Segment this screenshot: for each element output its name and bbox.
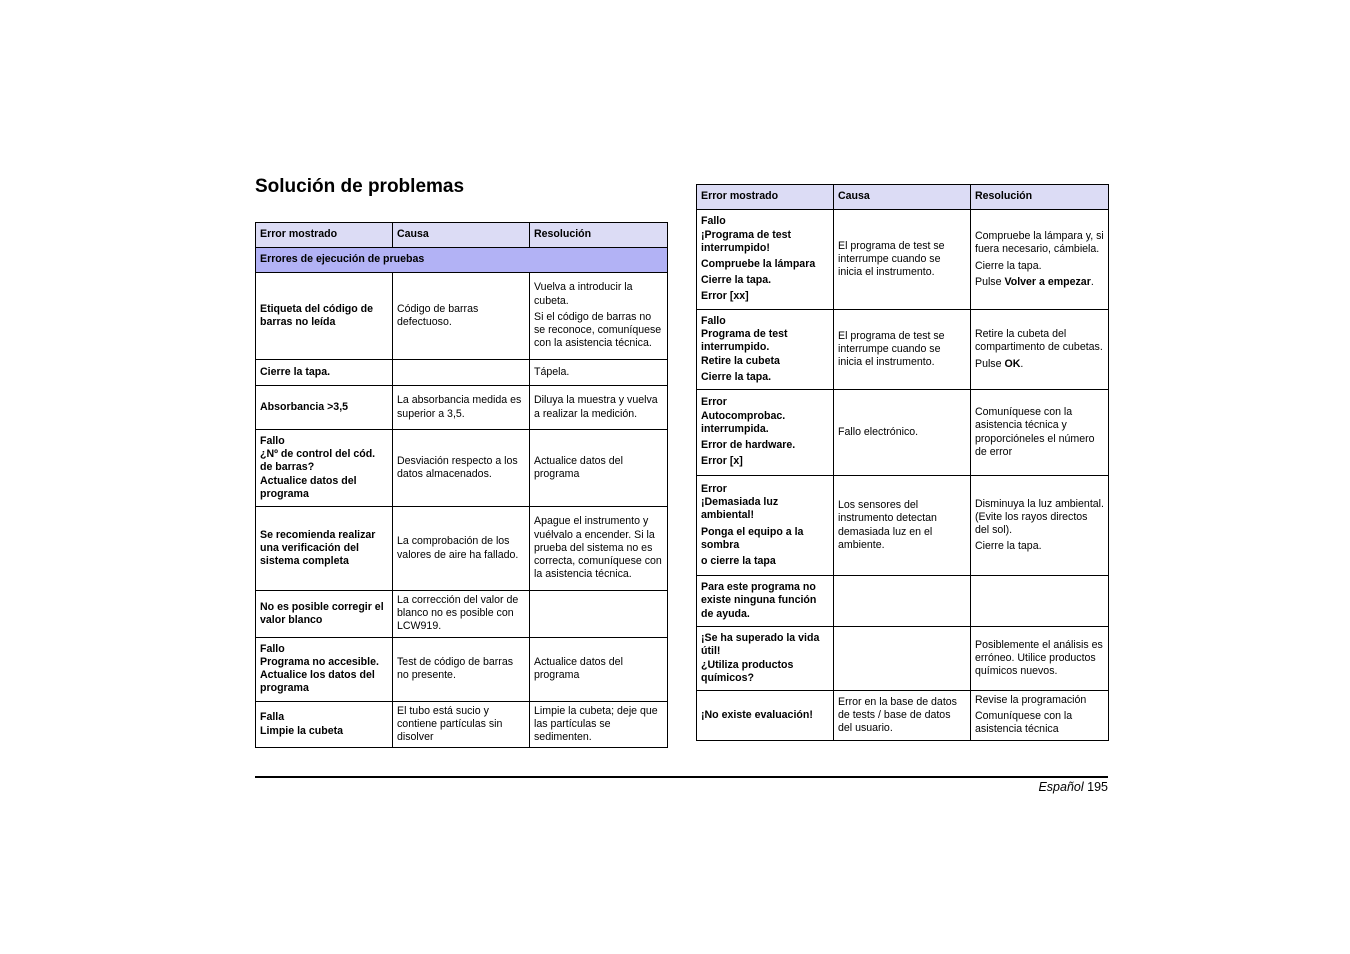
footer-language: Español: [1038, 780, 1084, 794]
page-footer: [1038, 780, 1108, 794]
right-troubleshooting-table: [696, 184, 1109, 741]
error-text: Cierre la tapa.: [701, 274, 772, 287]
cause-text: Desviación respecto a los datos almacenados.: [397, 454, 518, 480]
cause-text: Código de barras defectuoso.: [397, 302, 479, 328]
error-text: Fallo Programa de test interrumpido. Retire la cubeta: [701, 314, 788, 367]
cause-cell: [834, 627, 971, 691]
error-text: Compruebe la lámpara: [701, 258, 816, 270]
table-header-row: [697, 185, 1109, 210]
resolution-cell: [971, 627, 1109, 691]
error-cell: [256, 637, 393, 701]
error-cell: [697, 476, 834, 576]
resolution-text: Apague el instrumento y vuélvalo a encender. Si la prueba del sistema no es correcta, comuníquese con la asistencia técnica.: [534, 515, 662, 581]
section-title: Errores de ejecución de pruebas: [256, 248, 668, 273]
resolution-text: [975, 276, 1104, 289]
cause-text: Fallo electrónico.: [838, 425, 919, 438]
header-error: Error mostrado: [256, 223, 393, 248]
error-text: ¡No existe evaluación!: [701, 708, 813, 721]
error-text: Error ¡Demasiada luz ambiental!: [701, 482, 779, 522]
error-text: No es posible corregir el valor blanco: [260, 600, 384, 626]
cause-text: Test de código de barras no presente.: [397, 655, 514, 682]
error-cell: [697, 390, 834, 476]
error-text: Error de hardware.: [701, 439, 796, 452]
error-cell: [697, 627, 834, 691]
error-text: Absorbancia >3,5: [260, 400, 349, 413]
table-row: [256, 386, 668, 430]
error-cell: [256, 360, 393, 386]
table-row: [256, 430, 668, 507]
cause-cell: [834, 210, 971, 310]
cause-cell: [393, 386, 530, 430]
cause-text: La comprobación de los valores de aire ha fallado.: [397, 535, 519, 561]
cause-cell: [393, 430, 530, 507]
cause-text: La corrección del valor de blanco no es posible con LCW919.: [397, 594, 519, 633]
error-cell: [697, 310, 834, 390]
resolution-text: Diluya la muestra y vuelva a realizar la medición.: [534, 394, 658, 420]
resolution-text: Vuelva a introducir la cubeta.: [534, 281, 633, 307]
error-text: Error Autocomprobac. interrumpida.: [701, 396, 786, 435]
table-row: [256, 273, 668, 360]
resolution-cell: [530, 507, 668, 591]
table-row: [697, 210, 1109, 310]
error-cell: [256, 430, 393, 507]
resolution-text: Cierre la tapa.: [975, 259, 1042, 272]
resolution-cell: [971, 691, 1109, 741]
cause-text: Error en la base de datos de tests / base de datos del usuario.: [838, 695, 957, 734]
table-row: [256, 507, 668, 591]
header-cause: Causa: [834, 185, 971, 210]
resolution-cell: [530, 637, 668, 701]
resolution-text: Actualice datos del programa: [534, 655, 623, 682]
error-cell: [256, 507, 393, 591]
cause-cell: [393, 591, 530, 638]
error-cell: [256, 591, 393, 638]
cause-text: Los sensores del instrumento detectan demasiada luz en el ambiente.: [838, 499, 937, 551]
resolution-cell: [971, 476, 1109, 576]
resolution-cell: [530, 701, 668, 748]
resolution-cell: [971, 310, 1109, 390]
resolution-cell: [530, 273, 668, 360]
cause-cell: [834, 390, 971, 476]
table-row: [697, 476, 1109, 576]
error-text: Fallo ¿Nº de control del cód. de barras? Actualice datos del programa: [260, 434, 376, 500]
page-title: Solución de problemas: [255, 176, 465, 197]
error-cell: [697, 576, 834, 627]
table-row: [697, 627, 1109, 691]
cause-cell: [834, 476, 971, 576]
error-text: Cierre la tapa.: [701, 370, 772, 383]
error-cell: [697, 691, 834, 741]
section-row: [256, 248, 668, 273]
table-row: [697, 576, 1109, 627]
resolution-text: Si el código de barras no se reconoce, comuníquese con la asistencia técnica.: [534, 310, 662, 350]
resolution-cell: [530, 430, 668, 507]
error-text: o cierre la tapa: [701, 554, 776, 567]
page-number: 195: [1087, 780, 1108, 794]
header-error: Error mostrado: [697, 185, 834, 210]
table-row: [697, 310, 1109, 390]
cause-cell: [393, 273, 530, 360]
resolution-text: Comuníquese con la asistencia técnica y proporcióneles el número de error: [975, 406, 1095, 458]
table-row: [697, 390, 1109, 476]
error-text: Fallo Programa no accesible. Actualice los datos del programa: [260, 642, 379, 695]
cause-cell: [834, 576, 971, 627]
resolution-text: Compruebe la lámpara y, si fuera necesario, cámbiela.: [975, 230, 1104, 256]
cause-text: La absorbancia medida es superior a 3,5.: [397, 394, 522, 420]
resolution-text: Cierre la tapa.: [975, 540, 1042, 553]
resolution-text: Posiblemente el análisis es erróneo. Utilice productos químicos nuevos.: [975, 638, 1103, 678]
resolution-cell: [971, 390, 1109, 476]
error-text: Error [x]: [701, 455, 743, 468]
cause-cell: [393, 637, 530, 701]
key-label: OK: [1004, 357, 1021, 370]
error-text: Etiqueta del código de barras no leída: [260, 302, 374, 328]
resolution-text: Disminuya la luz ambiental. (Evite los rayos directos del sol).: [975, 497, 1104, 536]
header-resolution: Resolución: [530, 223, 668, 248]
table-header-row: [256, 223, 668, 248]
cause-cell: [393, 701, 530, 748]
error-text: Fallo ¡Programa de test interrumpido!: [701, 215, 792, 254]
error-text: Falla Limpie la cubeta: [260, 711, 344, 737]
resolution-cell: [971, 210, 1109, 310]
cause-cell: [393, 507, 530, 591]
error-cell: [256, 273, 393, 360]
resolution-text: .: [1090, 275, 1094, 288]
table-row: [256, 701, 668, 748]
error-text: Error [xx]: [701, 290, 749, 303]
resolution-cell: [530, 386, 668, 430]
resolution-text: Limpie la cubeta; deje que las partículas se sedimenten.: [534, 704, 658, 744]
error-text: Ponga el equipo a la sombra: [701, 525, 804, 551]
resolution-text: Revise la programación: [975, 694, 1087, 706]
resolution-cell: [530, 360, 668, 386]
resolution-text: Tápela.: [534, 365, 570, 378]
table-row: [256, 360, 668, 386]
cause-text: El programa de test se interrumpe cuando se inicia el instrumento.: [838, 239, 945, 279]
left-troubleshooting-table: [255, 222, 668, 748]
resolution-text: Comuníquese con la asistencia técnica: [975, 710, 1073, 736]
error-text: ¡Se ha superado la vida útil! ¿Utiliza productos químicos?: [701, 632, 820, 684]
cause-cell: [834, 310, 971, 390]
resolution-text: Pulse: [975, 357, 1005, 370]
footer-rule: [255, 776, 1108, 778]
table-row: [256, 637, 668, 701]
resolution-cell: [530, 591, 668, 638]
cause-text: El tubo está sucio y contiene partículas sin disolver: [397, 704, 503, 744]
header-resolution: Resolución: [971, 185, 1109, 210]
table-row: [256, 591, 668, 638]
error-cell: [256, 701, 393, 748]
resolution-text: [975, 358, 1104, 371]
cause-text: El programa de test se interrumpe cuando se inicia el instrumento.: [838, 329, 945, 369]
resolution-text: Actualice datos del programa: [534, 454, 623, 480]
error-text: Para este programa no existe ninguna función de ayuda.: [701, 581, 817, 620]
resolution-text: Pulse: [975, 275, 1005, 288]
error-cell: [697, 210, 834, 310]
resolution-text: .: [1020, 357, 1024, 370]
cause-cell: [393, 360, 530, 386]
key-label: Volver a empezar: [1004, 275, 1091, 288]
cause-cell: [834, 691, 971, 741]
resolution-cell: [971, 576, 1109, 627]
error-text: Se recomienda realizar una verificación del sistema completa: [260, 528, 376, 568]
header-cause: Causa: [393, 223, 530, 248]
error-text: Cierre la tapa.: [260, 365, 331, 378]
error-cell: [256, 386, 393, 430]
resolution-text: Retire la cubeta del compartimento de cubetas.: [975, 328, 1103, 354]
table-row: [697, 691, 1109, 741]
